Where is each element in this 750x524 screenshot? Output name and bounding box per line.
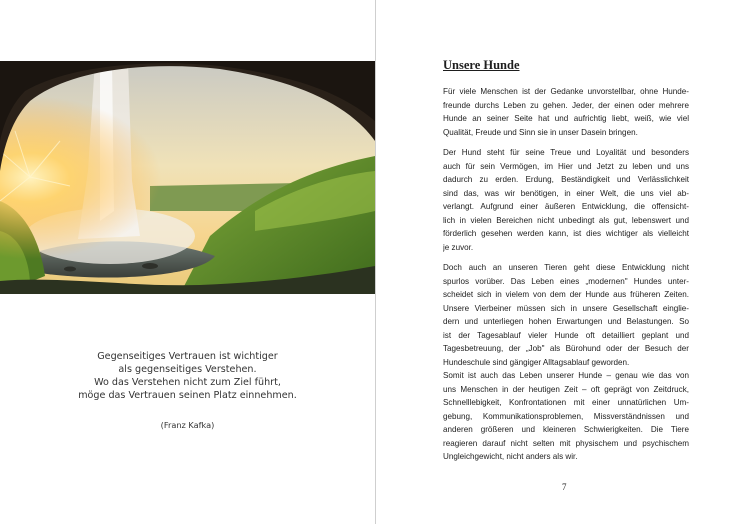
text-line: Schnelllebigkeit, Konfrontationen mit einer unnatürlichen Um- bbox=[443, 398, 689, 407]
quote-line: Wo das Verstehen nicht zum Ziel führt, bbox=[94, 377, 281, 388]
paragraph bbox=[443, 85, 689, 139]
text-line: gebung, Kommunikationsproblemen, Missverständnissen und bbox=[443, 411, 689, 421]
text-line: Doch auch an unseren Tieren geht diese Entwicklung nicht bbox=[443, 263, 689, 272]
text-line: je zuvor. bbox=[443, 242, 474, 252]
text-line: spurlos vorüber. Das Leben eines „modernen" Hundes unter- bbox=[443, 276, 689, 286]
page-number: 7 bbox=[562, 482, 567, 492]
text-line: anderen größeren und kleineren Schwierigkeiten. Die Tiere bbox=[443, 425, 689, 434]
paragraph bbox=[443, 261, 689, 369]
text-line: Für viele Menschen ist der Gedanke unvorstellbar, ohne Hunde- bbox=[443, 87, 689, 96]
text-line: reagieren darauf nicht selten mit physischem und psychischem bbox=[443, 438, 689, 448]
right-page bbox=[376, 0, 750, 524]
section-heading: Unsere Hunde bbox=[443, 58, 520, 72]
text-line: lich in vielen Bereichen nicht unbedingt als gut, lebenswert und bbox=[443, 215, 689, 225]
text-line: uns Menschen in der heutigen Zeit – oft geprägt von Zeitdruck, bbox=[443, 384, 689, 394]
text-line: freunde durchs Leben zu gehen. Jeder, der einen oder mehrere bbox=[443, 100, 689, 110]
text-line: Ungleichgewicht, nicht anders als wir. bbox=[443, 452, 578, 461]
text-line: Tagesbetreuung, der „Job" als Bürohund oder der Besuch der bbox=[443, 344, 689, 353]
text-line: sind das, was wir benötigen, in einer Welt, die uns viel ab- bbox=[443, 188, 689, 198]
page-content bbox=[443, 58, 689, 471]
quote-block bbox=[60, 350, 315, 402]
text-line: Somit ist auch das Leben unserer Hunde – genau wie das von bbox=[443, 371, 689, 380]
text-line: Unsere Vierbeiner müssen sich in unsere Gesellschaft einglie- bbox=[443, 303, 689, 313]
quote-line: Gegenseitiges Vertrauen ist wichtiger bbox=[97, 351, 278, 362]
text-line: Hunde an seiner Seite hat und aufrichtig liebt, weiß, wie viel bbox=[443, 114, 689, 123]
paragraph bbox=[443, 146, 689, 254]
quote-line: möge das Vertrauen seinen Platz einnehmen. bbox=[78, 390, 297, 401]
text-line: förderlich gesehen werden kann, ist dies wichtiger als vielleicht bbox=[443, 229, 689, 238]
body-text bbox=[443, 85, 689, 464]
text-line: Qualität, Freude und Sinn sie in unser Dasein bringen. bbox=[443, 127, 638, 137]
paragraph bbox=[443, 369, 689, 464]
text-line: ist der Tagesablauf vieler Hunde oft detailliert geplant und bbox=[443, 330, 689, 340]
text-line: auch für sein Vermögen, im Hier und Jetzt zu leben und uns bbox=[443, 161, 689, 171]
text-line: dadurch zu erden. Erdung, Beständigkeit und Verlässlichkeit bbox=[443, 175, 689, 184]
waterfall-cave-photo bbox=[0, 61, 375, 294]
text-line: dern und unterliegen hohen Erwartungen und Belastungen. So bbox=[443, 317, 689, 326]
quote-line: als gegenseitiges Verstehen. bbox=[118, 364, 257, 375]
text-line: Hundeschule sind gängiger Alltagsablauf geworden. bbox=[443, 357, 630, 367]
text-line: Der Hund steht für seine Treue und Loyalität und besonders bbox=[443, 148, 689, 157]
text-line: scheidet sich in vielem von dem der Hunde aus früheren Zeiten. bbox=[443, 290, 689, 299]
quote-attribution: (Franz Kafka) bbox=[160, 420, 215, 430]
text-line: verlangt. Aufgrund einer äußeren Entwicklung, die offensicht- bbox=[443, 202, 689, 211]
